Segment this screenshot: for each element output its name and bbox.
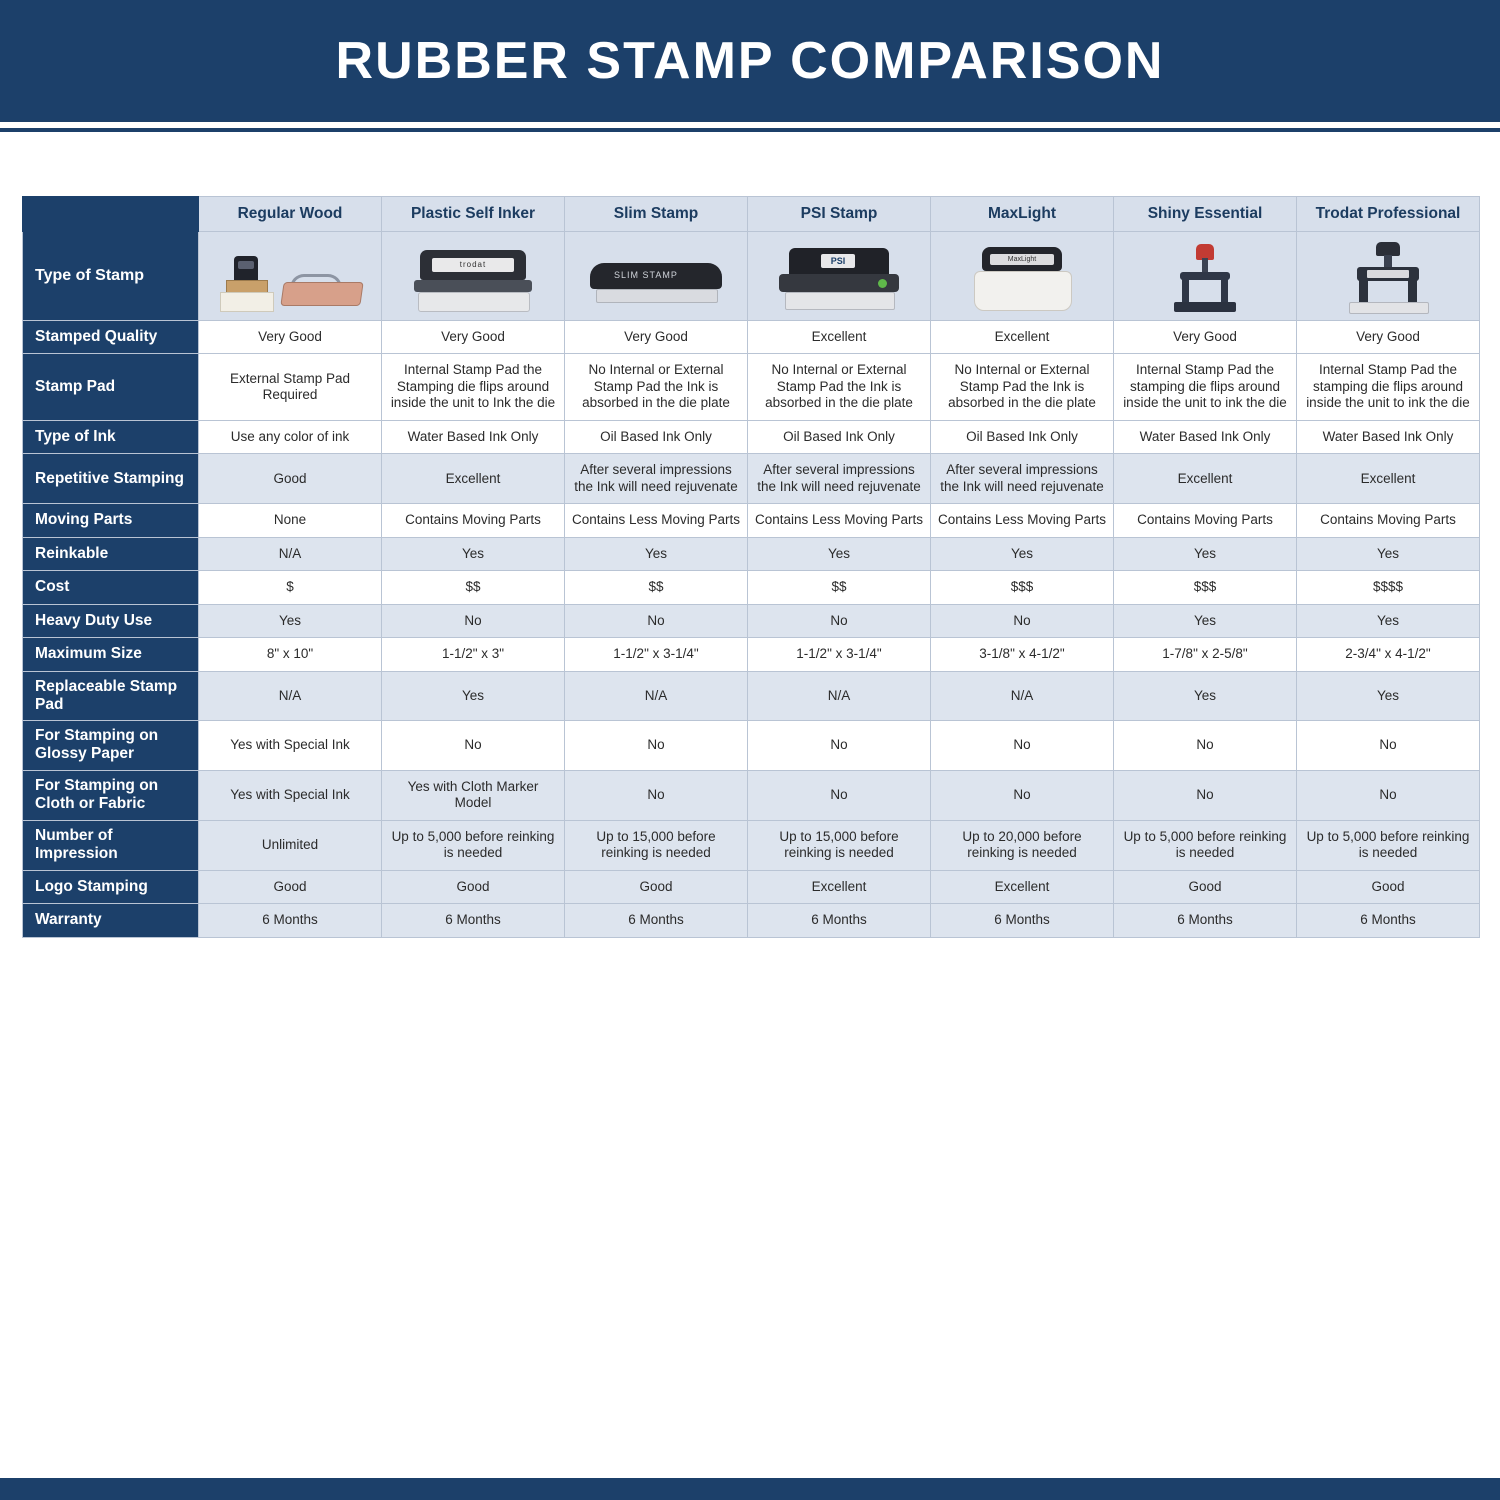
table-row (23, 420, 1480, 453)
cell-type-of-ink-shiny-essential: Water Based Ink Only (1114, 420, 1297, 453)
cell-cloth-fabric-slim-stamp: No (565, 770, 748, 820)
slim-stamp-brand-label: SLIM STAMP (614, 270, 678, 280)
cell-warranty-maxlight: 6 Months (931, 904, 1114, 937)
row-label-repetitive-stamping: Repetitive Stamping (23, 454, 199, 504)
cell-cloth-fabric-maxlight: No (931, 770, 1114, 820)
cell-replaceable-stamp-pad-maxlight: N/A (931, 671, 1114, 721)
cell-cloth-fabric-plastic-self-inker: Yes with Cloth Marker Model (382, 770, 565, 820)
cell-stamped-quality-slim-stamp: Very Good (565, 321, 748, 354)
cell-stamped-quality-plastic-self-inker: Very Good (382, 321, 565, 354)
cell-stamped-quality-trodat-professional: Very Good (1297, 321, 1480, 354)
cell-cost-maxlight: $$$ (931, 571, 1114, 604)
cell-heavy-duty-use-psi-stamp: No (748, 604, 931, 637)
maxlight-brand-label: MaxLight (990, 254, 1054, 265)
cell-logo-stamping-plastic-self-inker: Good (382, 870, 565, 903)
table-row (23, 537, 1480, 570)
cell-maximum-size-regular-wood: 8" x 10" (199, 638, 382, 671)
cell-replaceable-stamp-pad-shiny-essential: Yes (1114, 671, 1297, 721)
cell-logo-stamping-trodat-professional: Good (1297, 870, 1480, 903)
cell-heavy-duty-use-slim-stamp: No (565, 604, 748, 637)
cell-repetitive-stamping-trodat-professional: Excellent (1297, 454, 1480, 504)
cell-impressions-slim-stamp: Up to 15,000 before reinking is needed (565, 820, 748, 870)
cell-glossy-paper-maxlight: No (931, 721, 1114, 771)
cell-heavy-duty-use-plastic-self-inker: No (382, 604, 565, 637)
cell-stamp-pad-plastic-self-inker: Internal Stamp Pad the Stamping die flips around inside the unit to Ink the die (382, 354, 565, 420)
cell-stamp-pad-regular-wood: External Stamp Pad Required (199, 354, 382, 420)
cell-stamp-pad-shiny-essential: Internal Stamp Pad the stamping die flips around inside the unit to ink the die (1114, 354, 1297, 420)
cell-moving-parts-slim-stamp: Contains Less Moving Parts (565, 504, 748, 537)
cell-replaceable-stamp-pad-trodat-professional: Yes (1297, 671, 1480, 721)
cell-warranty-regular-wood: 6 Months (199, 904, 382, 937)
psi-brand-label: PSI (821, 254, 855, 268)
table-row (23, 671, 1480, 721)
cell-cost-shiny-essential: $$$ (1114, 571, 1297, 604)
cell-cost-plastic-self-inker: $$ (382, 571, 565, 604)
table-row (23, 870, 1480, 903)
trodat-professional-stamp-icon (1343, 242, 1433, 314)
maxlight-stamp-icon (974, 247, 1070, 313)
row-label-stamp-pad: Stamp Pad (23, 354, 199, 420)
cell-replaceable-stamp-pad-plastic-self-inker: Yes (382, 671, 565, 721)
cell-repetitive-stamping-plastic-self-inker: Excellent (382, 454, 565, 504)
cell-repetitive-stamping-maxlight: After several impressions the Ink will need rejuvenate (931, 454, 1114, 504)
cell-maximum-size-slim-stamp: 1-1/2" x 3-1/4" (565, 638, 748, 671)
table-row (23, 770, 1480, 820)
table-row (23, 321, 1480, 354)
row-label-reinkable: Reinkable (23, 537, 199, 570)
cell-impressions-regular-wood: Unlimited (199, 820, 382, 870)
cell-repetitive-stamping-regular-wood: Good (199, 454, 382, 504)
footer-band (0, 1478, 1500, 1500)
row-label-warranty: Warranty (23, 904, 199, 937)
cell-reinkable-psi-stamp: Yes (748, 537, 931, 570)
cell-type-of-ink-plastic-self-inker: Water Based Ink Only (382, 420, 565, 453)
row-label-type-of-stamp: Type of Stamp (23, 232, 199, 321)
comparison-table (22, 196, 1480, 938)
slim-stamp-icon (590, 263, 722, 307)
cell-maximum-size-plastic-self-inker: 1-1/2" x 3" (382, 638, 565, 671)
row-label-moving-parts: Moving Parts (23, 504, 199, 537)
cell-stamped-quality-psi-stamp: Excellent (748, 321, 931, 354)
cell-repetitive-stamping-shiny-essential: Excellent (1114, 454, 1297, 504)
cell-heavy-duty-use-maxlight: No (931, 604, 1114, 637)
row-label-for-stamping-on-cloth-or-fabric: For Stamping on Cloth or Fabric (23, 770, 199, 820)
cell-logo-stamping-regular-wood: Good (199, 870, 382, 903)
row-label-heavy-duty-use: Heavy Duty Use (23, 604, 199, 637)
cell-warranty-plastic-self-inker: 6 Months (382, 904, 565, 937)
stamp-image-trodat-professional (1297, 232, 1480, 321)
cell-reinkable-trodat-professional: Yes (1297, 537, 1480, 570)
cell-replaceable-stamp-pad-regular-wood: N/A (199, 671, 382, 721)
cell-moving-parts-psi-stamp: Contains Less Moving Parts (748, 504, 931, 537)
wood-stamp-icon (201, 236, 379, 316)
table-row-type-of-stamp (23, 232, 1480, 321)
comparison-table-wrapper (22, 196, 1478, 938)
cell-warranty-shiny-essential: 6 Months (1114, 904, 1297, 937)
cell-impressions-psi-stamp: Up to 15,000 before reinking is needed (748, 820, 931, 870)
cell-heavy-duty-use-regular-wood: Yes (199, 604, 382, 637)
cell-reinkable-slim-stamp: Yes (565, 537, 748, 570)
cell-stamped-quality-regular-wood: Very Good (199, 321, 382, 354)
cell-reinkable-plastic-self-inker: Yes (382, 537, 565, 570)
cell-logo-stamping-shiny-essential: Good (1114, 870, 1297, 903)
cell-impressions-shiny-essential: Up to 5,000 before reinking is needed (1114, 820, 1297, 870)
cell-maximum-size-psi-stamp: 1-1/2" x 3-1/4" (748, 638, 931, 671)
stamp-image-plastic-self-inker (382, 232, 565, 321)
cell-maximum-size-trodat-professional: 2-3/4" x 4-1/2" (1297, 638, 1480, 671)
table-row (23, 571, 1480, 604)
cell-type-of-ink-slim-stamp: Oil Based Ink Only (565, 420, 748, 453)
cell-moving-parts-trodat-professional: Contains Moving Parts (1297, 504, 1480, 537)
cell-reinkable-maxlight: Yes (931, 537, 1114, 570)
cell-maximum-size-shiny-essential: 1-7/8" x 2-5/8" (1114, 638, 1297, 671)
row-label-type-of-ink: Type of Ink (23, 420, 199, 453)
cell-cloth-fabric-shiny-essential: No (1114, 770, 1297, 820)
cell-glossy-paper-plastic-self-inker: No (382, 721, 565, 771)
cell-glossy-paper-regular-wood: Yes with Special Ink (199, 721, 382, 771)
cell-warranty-slim-stamp: 6 Months (565, 904, 748, 937)
cell-cost-trodat-professional: $$$$ (1297, 571, 1480, 604)
cell-stamped-quality-shiny-essential: Very Good (1114, 321, 1297, 354)
cell-type-of-ink-maxlight: Oil Based Ink Only (931, 420, 1114, 453)
stamp-image-regular-wood (199, 232, 382, 321)
cell-logo-stamping-slim-stamp: Good (565, 870, 748, 903)
column-header-trodat-professional: Trodat Professional (1297, 197, 1480, 232)
cell-replaceable-stamp-pad-psi-stamp: N/A (748, 671, 931, 721)
cell-moving-parts-shiny-essential: Contains Moving Parts (1114, 504, 1297, 537)
cell-impressions-maxlight: Up to 20,000 before reinking is needed (931, 820, 1114, 870)
table-corner-cell (23, 197, 199, 232)
cell-logo-stamping-maxlight: Excellent (931, 870, 1114, 903)
cell-type-of-ink-regular-wood: Use any color of ink (199, 420, 382, 453)
self-inker-brand-label: trodat (432, 258, 514, 272)
psi-stamp-icon (779, 248, 899, 312)
cell-logo-stamping-psi-stamp: Excellent (748, 870, 931, 903)
cell-glossy-paper-slim-stamp: No (565, 721, 748, 771)
row-label-logo-stamping: Logo Stamping (23, 870, 199, 903)
header-divider-secondary (0, 128, 1500, 132)
cell-moving-parts-maxlight: Contains Less Moving Parts (931, 504, 1114, 537)
stamp-image-maxlight (931, 232, 1114, 321)
cell-glossy-paper-shiny-essential: No (1114, 721, 1297, 771)
cell-stamped-quality-maxlight: Excellent (931, 321, 1114, 354)
cell-type-of-ink-trodat-professional: Water Based Ink Only (1297, 420, 1480, 453)
row-label-for-stamping-on-glossy-paper: For Stamping on Glossy Paper (23, 721, 199, 771)
cell-cloth-fabric-regular-wood: Yes with Special Ink (199, 770, 382, 820)
cell-maximum-size-maxlight: 3-1/8" x 4-1/2" (931, 638, 1114, 671)
row-label-cost: Cost (23, 571, 199, 604)
table-row (23, 454, 1480, 504)
row-label-replaceable-stamp-pad: Replaceable Stamp Pad (23, 671, 199, 721)
cell-cost-slim-stamp: $$ (565, 571, 748, 604)
cell-stamp-pad-maxlight: No Internal or External Stamp Pad the Ink is absorbed in the die plate (931, 354, 1114, 420)
column-header-shiny-essential: Shiny Essential (1114, 197, 1297, 232)
stamp-image-psi-stamp (748, 232, 931, 321)
cell-cloth-fabric-trodat-professional: No (1297, 770, 1480, 820)
cell-repetitive-stamping-slim-stamp: After several impressions the Ink will need rejuvenate (565, 454, 748, 504)
cell-replaceable-stamp-pad-slim-stamp: N/A (565, 671, 748, 721)
column-header-slim-stamp: Slim Stamp (565, 197, 748, 232)
table-row (23, 504, 1480, 537)
cell-moving-parts-plastic-self-inker: Contains Moving Parts (382, 504, 565, 537)
page-title: RUBBER STAMP COMPARISON (335, 32, 1165, 90)
cell-reinkable-regular-wood: N/A (199, 537, 382, 570)
table-row (23, 904, 1480, 937)
stamp-image-slim-stamp (565, 232, 748, 321)
table-row (23, 638, 1480, 671)
table-header-row (23, 197, 1480, 232)
table-row (23, 820, 1480, 870)
column-header-plastic-self-inker: Plastic Self Inker (382, 197, 565, 232)
header-band (0, 0, 1500, 122)
row-label-stamped-quality: Stamped Quality (23, 321, 199, 354)
table-row (23, 721, 1480, 771)
cell-stamp-pad-slim-stamp: No Internal or External Stamp Pad the Ink is absorbed in the die plate (565, 354, 748, 420)
cell-impressions-plastic-self-inker: Up to 5,000 before reinking is needed (382, 820, 565, 870)
cell-glossy-paper-psi-stamp: No (748, 721, 931, 771)
column-header-regular-wood: Regular Wood (199, 197, 382, 232)
cell-reinkable-shiny-essential: Yes (1114, 537, 1297, 570)
row-label-number-of-impression: Number of Impression (23, 820, 199, 870)
shiny-essential-stamp-icon (1170, 244, 1240, 314)
table-row (23, 604, 1480, 637)
cell-type-of-ink-psi-stamp: Oil Based Ink Only (748, 420, 931, 453)
cell-heavy-duty-use-shiny-essential: Yes (1114, 604, 1297, 637)
cell-impressions-trodat-professional: Up to 5,000 before reinking is needed (1297, 820, 1480, 870)
cell-cost-psi-stamp: $$ (748, 571, 931, 604)
row-label-maximum-size: Maximum Size (23, 638, 199, 671)
cell-warranty-trodat-professional: 6 Months (1297, 904, 1480, 937)
cell-repetitive-stamping-psi-stamp: After several impressions the Ink will need rejuvenate (748, 454, 931, 504)
cell-glossy-paper-trodat-professional: No (1297, 721, 1480, 771)
cell-cost-regular-wood: $ (199, 571, 382, 604)
plastic-self-inker-icon (414, 250, 532, 312)
cell-heavy-duty-use-trodat-professional: Yes (1297, 604, 1480, 637)
cell-cloth-fabric-psi-stamp: No (748, 770, 931, 820)
cell-stamp-pad-psi-stamp: No Internal or External Stamp Pad the Ink is absorbed in the die plate (748, 354, 931, 420)
cell-warranty-psi-stamp: 6 Months (748, 904, 931, 937)
table-row (23, 354, 1480, 420)
cell-moving-parts-regular-wood: None (199, 504, 382, 537)
column-header-psi-stamp: PSI Stamp (748, 197, 931, 232)
cell-stamp-pad-trodat-professional: Internal Stamp Pad the stamping die flips around inside the unit to ink the die (1297, 354, 1480, 420)
stamp-image-shiny-essential (1114, 232, 1297, 321)
column-header-maxlight: MaxLight (931, 197, 1114, 232)
